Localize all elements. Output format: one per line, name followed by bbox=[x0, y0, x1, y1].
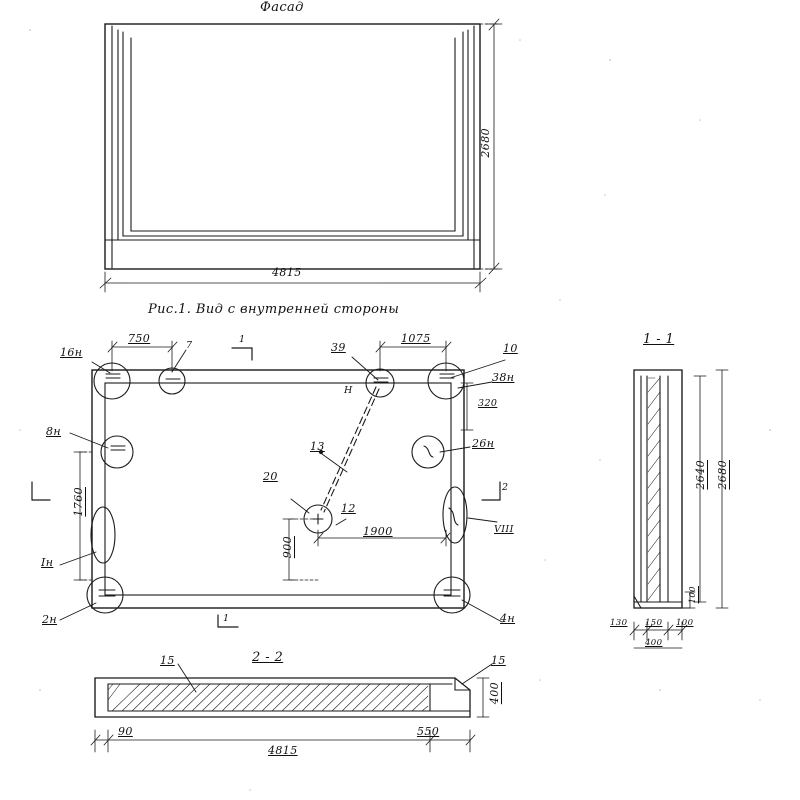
dim-100: 100 bbox=[676, 618, 694, 628]
section-1-1 bbox=[634, 370, 690, 608]
dim-1075: 1075 bbox=[401, 332, 431, 345]
mark-26n: 26н bbox=[472, 437, 495, 450]
cut-label-1-top: 1 bbox=[239, 334, 246, 345]
mark-39: 39 bbox=[331, 341, 346, 354]
cut-label-2: 2 bbox=[502, 482, 509, 493]
facade-width-label: 4815 bbox=[272, 266, 302, 279]
dim-2640: 2640 bbox=[694, 460, 707, 490]
dim-4815-bottom: 4815 bbox=[268, 744, 298, 757]
dim-100-right: 100 bbox=[688, 586, 698, 604]
dim-750: 750 bbox=[128, 332, 151, 345]
cut-label-H: Н bbox=[344, 385, 353, 396]
dim-320: 320 bbox=[478, 398, 498, 409]
section-1-1-dimensions bbox=[630, 370, 728, 648]
mark-20: 20 bbox=[263, 470, 278, 483]
section-1-1-label: 1 - 1 bbox=[643, 332, 675, 347]
section-2-2-dimensions bbox=[91, 678, 489, 752]
inner-view bbox=[87, 363, 470, 613]
dim-400: 400 bbox=[645, 638, 663, 648]
mark-2n: 2н bbox=[42, 613, 58, 626]
dim-130: 130 bbox=[610, 618, 628, 628]
mark-In: Iн bbox=[41, 556, 54, 569]
dim-1900: 1900 bbox=[363, 525, 393, 538]
dim-400-right: 400 bbox=[488, 682, 501, 705]
scan-speckles bbox=[19, 29, 771, 791]
facade-view bbox=[105, 24, 480, 269]
mark-VIII: VIII bbox=[494, 524, 514, 535]
mark-8n: 8н bbox=[46, 425, 62, 438]
facade-title: Фасад bbox=[260, 0, 304, 15]
cut-label-7: 7 bbox=[186, 340, 193, 351]
dim-150: 150 bbox=[645, 618, 663, 628]
dim-900: 900 bbox=[281, 536, 294, 559]
inner-view-dimensions bbox=[74, 341, 473, 580]
section-2-2-label: 2 - 2 bbox=[252, 650, 284, 665]
dim-90: 90 bbox=[118, 725, 133, 738]
dim-1760: 1760 bbox=[72, 487, 85, 517]
section-2-2-mark-15b: 15 bbox=[491, 654, 506, 667]
mark-38n: 38н bbox=[492, 371, 515, 384]
cut-label-1-bottom: 1 bbox=[223, 613, 230, 624]
mark-10: 10 bbox=[503, 342, 518, 355]
mark-16n: 16н bbox=[60, 346, 83, 359]
mark-12: 12 bbox=[341, 502, 356, 515]
section-cut-marks bbox=[32, 348, 505, 627]
dim-550: 550 bbox=[417, 725, 440, 738]
facade-height-label: 2680 bbox=[479, 128, 492, 158]
section-2-2-mark-15a: 15 bbox=[160, 654, 175, 667]
figure-caption: Рис.1. Вид с внутренней стороны bbox=[148, 302, 400, 317]
section-2-2 bbox=[95, 664, 492, 717]
mark-4n: 4н bbox=[500, 612, 516, 625]
mark-13: 13 bbox=[310, 440, 325, 453]
dim-2680-section: 2680 bbox=[716, 460, 729, 490]
